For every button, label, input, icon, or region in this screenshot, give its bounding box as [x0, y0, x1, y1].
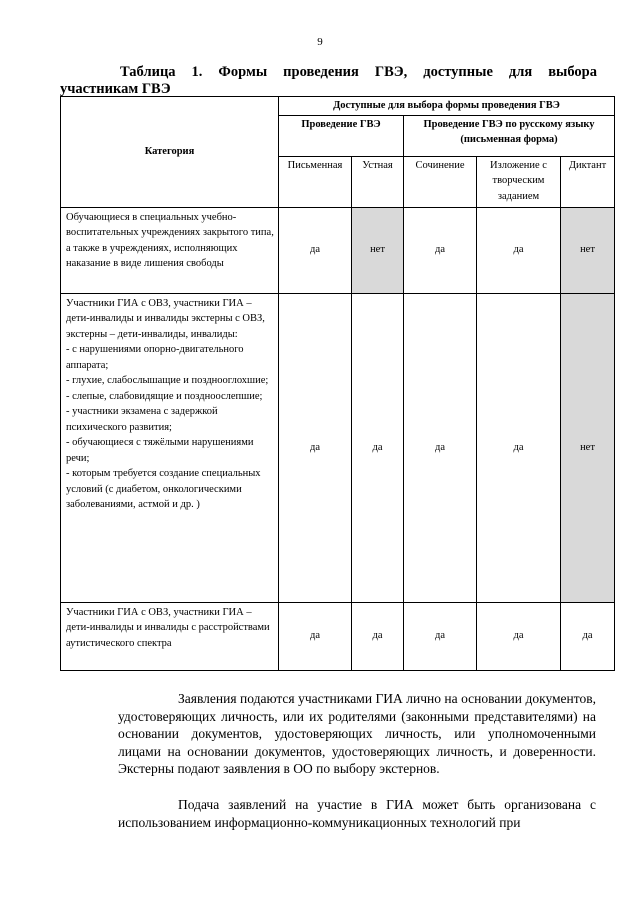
table-row: [61, 207, 615, 293]
table-caption: [60, 64, 597, 98]
cell-value: да: [477, 207, 561, 293]
row-category: Участники ГИА с ОВЗ, участники ГИА – дети-инвалиды и инвалиды с расстройствами аутистического спектра: [61, 602, 279, 670]
cell-value: да: [477, 602, 561, 670]
cell-value: да: [561, 602, 615, 670]
cell-value: нет: [561, 293, 615, 602]
cell-value: да: [477, 293, 561, 602]
table-row: [61, 602, 615, 670]
header-gve-russian: Проведение ГВЭ по русскому языку (письменная форма): [404, 115, 615, 156]
cell-value: да: [279, 293, 352, 602]
paragraph-applications: Заявления подаются участниками ГИА лично на основании документов, удостоверяющих личность, или их родителями (законными представителями) на основании документов, удостоверяющих личность, или уполномоченными лицами на основании документов, удостоверяющих личность, и доверенности. Экстерны подают заявления в ОО по выбору экстернов.: [118, 691, 596, 776]
category-line: - с нарушениями опорно-двигательного аппарата;: [66, 344, 244, 371]
row-category: [61, 293, 279, 602]
cell-value: нет: [561, 207, 615, 293]
row-category: Обучающиеся в специальных учебно-воспитательных учреждениях закрытого типа, а также в учреждениях, исполняющих наказание в виде лишения свободы: [61, 207, 279, 293]
page-number: 9: [317, 36, 323, 48]
cell-value: да: [404, 207, 477, 293]
cell-value: да: [352, 602, 404, 670]
paragraph-submission: Подача заявлений на участие в ГИА может быть организована с использованием информационно-коммуникационных технологий при: [118, 797, 596, 830]
cell-value: да: [404, 602, 477, 670]
category-line: Участники ГИА с ОВЗ, участники ГИА – дети-инвалиды и инвалиды экстерны с ОВЗ, экстерны – дети-инвалиды, инвалиды:: [66, 297, 265, 340]
cell-value: да: [352, 293, 404, 602]
subheader-presentation: Изложение с творческим заданием: [477, 156, 561, 207]
category-line: - слепые, слабовидящие и поздноослепшие;: [66, 390, 263, 402]
category-line: - участники экзамена с задержкой психического развития;: [66, 406, 218, 433]
subheader-essay: Сочинение: [404, 156, 477, 207]
category-line: - обучающиеся с тяжёлыми нарушениями речи;: [66, 437, 254, 464]
subheader-written: Письменная: [279, 156, 352, 207]
cell-value: нет: [352, 207, 404, 293]
forms-table: [60, 96, 615, 671]
subheader-oral: Устная: [352, 156, 404, 207]
cell-value: да: [279, 602, 352, 670]
cell-value: да: [279, 207, 352, 293]
header-category: Категория: [61, 97, 279, 208]
header-gve: Проведение ГВЭ: [279, 115, 404, 156]
cell-value: да: [404, 293, 477, 602]
header-available-forms: Доступные для выбора формы проведения ГВЭ: [279, 97, 615, 116]
caption-line-1: Таблица 1. Формы проведения ГВЭ, доступные для выбора: [120, 64, 597, 80]
category-line: - которым требуется создание специальных условий (с диабетом, онкологическими заболеваниями, астмой и др. ): [66, 468, 261, 510]
caption-line-2: участникам ГВЭ: [60, 81, 171, 97]
subheader-dictation: Диктант: [561, 156, 615, 207]
table-row: [61, 293, 615, 602]
category-line: - глухие, слабослышащие и позднооглохшие;: [66, 375, 269, 386]
